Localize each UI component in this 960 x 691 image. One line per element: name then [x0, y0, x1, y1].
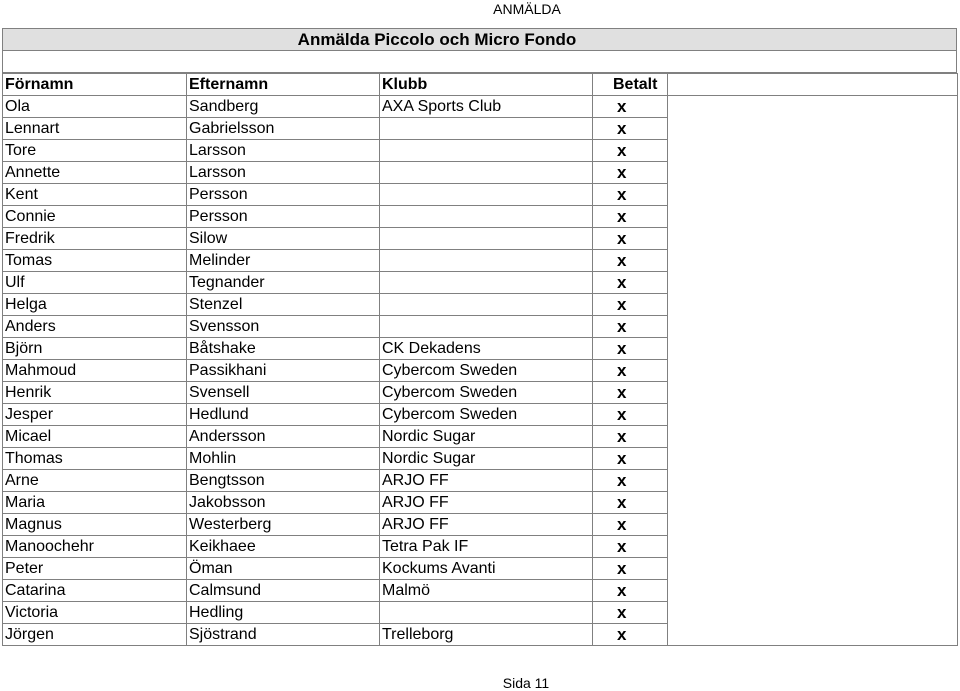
empty-cell	[668, 536, 958, 558]
club-cell: Tetra Pak IF	[380, 536, 593, 558]
paid-cell: x	[593, 492, 668, 514]
first-name-cell: Magnus	[3, 514, 187, 536]
table-row	[3, 96, 958, 118]
paid-cell: x	[593, 536, 668, 558]
table-body	[3, 96, 958, 646]
paid-cell: x	[593, 448, 668, 470]
first-name-cell: Peter	[3, 558, 187, 580]
first-name-cell: Victoria	[3, 602, 187, 624]
club-cell	[380, 294, 593, 316]
club-cell	[380, 250, 593, 272]
empty-cell	[668, 272, 958, 294]
first-name-cell: Fredrik	[3, 228, 187, 250]
empty-header-cell	[668, 74, 958, 96]
club-cell	[380, 316, 593, 338]
club-cell: Cybercom Sweden	[380, 404, 593, 426]
page-header: ANMÄLDA	[493, 1, 561, 17]
empty-cell	[668, 448, 958, 470]
empty-cell	[668, 118, 958, 140]
club-cell: AXA Sports Club	[380, 96, 593, 118]
table-row	[3, 382, 958, 404]
table-row	[3, 558, 958, 580]
first-name-cell: Björn	[3, 338, 187, 360]
empty-cell	[668, 250, 958, 272]
paid-cell: x	[593, 514, 668, 536]
first-name-cell: Kent	[3, 184, 187, 206]
empty-cell	[668, 360, 958, 382]
empty-cell	[668, 426, 958, 448]
paid-cell: x	[593, 580, 668, 602]
paid-cell: x	[593, 382, 668, 404]
table-row	[3, 338, 958, 360]
club-cell	[380, 206, 593, 228]
first-name-cell: Arne	[3, 470, 187, 492]
table-row	[3, 470, 958, 492]
column-header-paid: Betalt	[593, 74, 668, 96]
club-cell	[380, 118, 593, 140]
first-name-cell: Henrik	[3, 382, 187, 404]
last-name-cell: Öman	[187, 558, 380, 580]
table-row	[3, 118, 958, 140]
paid-cell: x	[593, 360, 668, 382]
first-name-cell: Connie	[3, 206, 187, 228]
empty-cell	[668, 316, 958, 338]
last-name-cell: Hedling	[187, 602, 380, 624]
club-cell: CK Dekadens	[380, 338, 593, 360]
paid-cell: x	[593, 118, 668, 140]
last-name-cell: Larsson	[187, 140, 380, 162]
empty-cell	[668, 96, 958, 118]
club-cell: Malmö	[380, 580, 593, 602]
empty-cell	[668, 162, 958, 184]
empty-cell	[668, 140, 958, 162]
empty-cell	[668, 206, 958, 228]
title-bar	[2, 28, 957, 51]
last-name-cell: Passikhani	[187, 360, 380, 382]
club-cell	[380, 602, 593, 624]
empty-cell	[668, 338, 958, 360]
last-name-cell: Sandberg	[187, 96, 380, 118]
table-row	[3, 514, 958, 536]
table-row	[3, 536, 958, 558]
table-row	[3, 228, 958, 250]
empty-cell	[668, 404, 958, 426]
table-row	[3, 184, 958, 206]
empty-cell	[668, 624, 958, 646]
table-row	[3, 250, 958, 272]
paid-cell: x	[593, 404, 668, 426]
table-row	[3, 360, 958, 382]
empty-cell	[668, 184, 958, 206]
table-row	[3, 272, 958, 294]
last-name-cell: Jakobsson	[187, 492, 380, 514]
first-name-cell: Jörgen	[3, 624, 187, 646]
club-cell	[380, 184, 593, 206]
page-number: Sida 11	[502, 675, 550, 691]
document-title: Anmälda Piccolo och Micro Fondo	[297, 30, 577, 49]
paid-cell: x	[593, 272, 668, 294]
last-name-cell: Sjöstrand	[187, 624, 380, 646]
first-name-cell: Micael	[3, 426, 187, 448]
spacer-row	[2, 51, 957, 73]
first-name-cell: Jesper	[3, 404, 187, 426]
paid-cell: x	[593, 602, 668, 624]
last-name-cell: Mohlin	[187, 448, 380, 470]
table-row	[3, 404, 958, 426]
last-name-cell: Bengtsson	[187, 470, 380, 492]
table-row	[3, 448, 958, 470]
paid-cell: x	[593, 558, 668, 580]
paid-cell: x	[593, 316, 668, 338]
first-name-cell: Helga	[3, 294, 187, 316]
club-cell	[380, 228, 593, 250]
last-name-cell: Calmsund	[187, 580, 380, 602]
last-name-cell: Gabrielsson	[187, 118, 380, 140]
column-header-last-name: Efternamn	[187, 74, 380, 96]
last-name-cell: Silow	[187, 228, 380, 250]
club-cell	[380, 162, 593, 184]
empty-cell	[668, 558, 958, 580]
table-row	[3, 492, 958, 514]
paid-cell: x	[593, 96, 668, 118]
last-name-cell: Andersson	[187, 426, 380, 448]
table-row	[3, 426, 958, 448]
first-name-cell: Manoochehr	[3, 536, 187, 558]
paid-cell: x	[593, 250, 668, 272]
club-cell: Cybercom Sweden	[380, 360, 593, 382]
first-name-cell: Ulf	[3, 272, 187, 294]
header-row	[3, 74, 958, 96]
paid-cell: x	[593, 294, 668, 316]
first-name-cell: Tore	[3, 140, 187, 162]
empty-cell	[668, 470, 958, 492]
table-row	[3, 316, 958, 338]
last-name-cell: Westerberg	[187, 514, 380, 536]
column-header-club: Klubb	[380, 74, 593, 96]
first-name-cell: Mahmoud	[3, 360, 187, 382]
first-name-cell: Maria	[3, 492, 187, 514]
last-name-cell: Melinder	[187, 250, 380, 272]
first-name-cell: Anders	[3, 316, 187, 338]
table-row	[3, 206, 958, 228]
table-row	[3, 162, 958, 184]
paid-cell: x	[593, 206, 668, 228]
paid-cell: x	[593, 140, 668, 162]
club-cell: ARJO FF	[380, 470, 593, 492]
last-name-cell: Larsson	[187, 162, 380, 184]
last-name-cell: Keikhaee	[187, 536, 380, 558]
first-name-cell: Annette	[3, 162, 187, 184]
table-row	[3, 140, 958, 162]
paid-cell: x	[593, 470, 668, 492]
club-cell: ARJO FF	[380, 514, 593, 536]
paid-cell: x	[593, 426, 668, 448]
paid-cell: x	[593, 228, 668, 250]
last-name-cell: Stenzel	[187, 294, 380, 316]
empty-cell	[668, 514, 958, 536]
first-name-cell: Ola	[3, 96, 187, 118]
first-name-cell: Thomas	[3, 448, 187, 470]
empty-cell	[668, 228, 958, 250]
paid-cell: x	[593, 338, 668, 360]
paid-cell: x	[593, 162, 668, 184]
table-row	[3, 294, 958, 316]
empty-cell	[668, 382, 958, 404]
paid-cell: x	[593, 184, 668, 206]
empty-cell	[668, 602, 958, 624]
paid-cell: x	[593, 624, 668, 646]
first-name-cell: Tomas	[3, 250, 187, 272]
last-name-cell: Persson	[187, 184, 380, 206]
last-name-cell: Tegnander	[187, 272, 380, 294]
last-name-cell: Persson	[187, 206, 380, 228]
last-name-cell: Svensson	[187, 316, 380, 338]
club-cell	[380, 140, 593, 162]
club-cell	[380, 272, 593, 294]
last-name-cell: Svensell	[187, 382, 380, 404]
registrations-table	[2, 73, 958, 646]
club-cell: Trelleborg	[380, 624, 593, 646]
club-cell: Nordic Sugar	[380, 426, 593, 448]
last-name-cell: Hedlund	[187, 404, 380, 426]
table-row	[3, 580, 958, 602]
club-cell: Cybercom Sweden	[380, 382, 593, 404]
club-cell: Kockums Avanti	[380, 558, 593, 580]
table-row	[3, 624, 958, 646]
column-header-first-name: Förnamn	[3, 74, 187, 96]
first-name-cell: Lennart	[3, 118, 187, 140]
club-cell: ARJO FF	[380, 492, 593, 514]
empty-cell	[668, 580, 958, 602]
empty-cell	[668, 294, 958, 316]
table-row	[3, 602, 958, 624]
club-cell: Nordic Sugar	[380, 448, 593, 470]
last-name-cell: Båtshake	[187, 338, 380, 360]
first-name-cell: Catarina	[3, 580, 187, 602]
empty-cell	[668, 492, 958, 514]
